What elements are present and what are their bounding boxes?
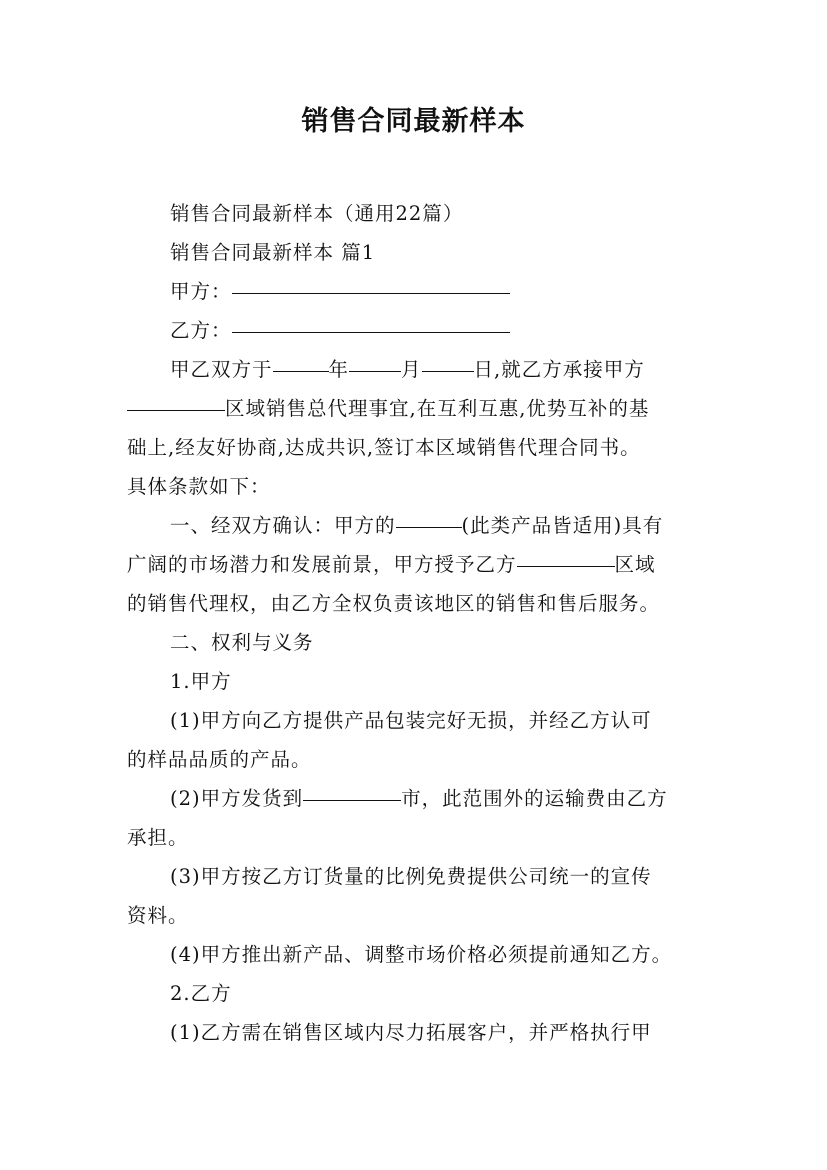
paragraph-line: (1)甲方向乙方提供产品包装完好无损，并经乙方认可 bbox=[170, 709, 652, 732]
section-heading: 二、权利与义务 bbox=[170, 631, 314, 654]
party-b-blank bbox=[232, 308, 510, 333]
paragraph-line bbox=[127, 506, 711, 545]
paragraph-line: (3)甲方按乙方订货量的比例免费提供公司统一的宣传 bbox=[170, 865, 652, 888]
subtitle-line: 销售合同最新样本（通用22篇） bbox=[170, 202, 464, 225]
paragraph-line: 具体条款如下： bbox=[127, 475, 271, 498]
text-segment: 一、经双方确认：甲方的 bbox=[170, 514, 396, 537]
text-segment: 广阔的市场潜力和发展前景，甲方授予乙方 bbox=[127, 553, 517, 576]
text-segment: (2)甲方发货到 bbox=[170, 787, 304, 810]
paragraph-line: 础上,经友好协商,达成共识,签订本区域销售代理合同书。 bbox=[127, 436, 641, 459]
paragraph-line bbox=[127, 389, 711, 428]
paragraph-line bbox=[127, 545, 711, 584]
paragraph-line bbox=[127, 779, 711, 818]
section-heading: 销售合同最新样本 篇1 bbox=[170, 241, 376, 264]
text-segment: 区域销售总代理事宜,在互利互惠,优势互补的基 bbox=[225, 397, 650, 420]
party-a-blank bbox=[232, 269, 510, 294]
document-title: 销售合同最新样本 bbox=[301, 106, 526, 137]
subsection-heading: 1.甲方 bbox=[170, 670, 232, 693]
paragraph-line: (4)甲方推出新产品、调整市场价格必须提前通知乙方。 bbox=[170, 943, 673, 966]
text-segment: (此类产品皆适用)具有 bbox=[461, 514, 664, 537]
paragraph-line: 的样品品质的产品。 bbox=[127, 748, 312, 771]
party-b-line bbox=[127, 311, 711, 350]
paragraph-line: 的销售代理权，由乙方全权负责该地区的销售和售后服务。 bbox=[127, 592, 661, 615]
party-b-label: 乙方： bbox=[170, 319, 232, 342]
text-segment: 日,就乙方承接甲方 bbox=[473, 358, 645, 381]
party-a-label: 甲方： bbox=[170, 280, 232, 303]
area-blank bbox=[517, 542, 615, 567]
text-segment: 区域 bbox=[614, 553, 656, 576]
text-segment: 月 bbox=[401, 358, 422, 381]
paragraph-line: 承担。 bbox=[127, 826, 189, 849]
text-segment: 年 bbox=[328, 358, 350, 381]
paragraph-line: 资料。 bbox=[127, 904, 189, 927]
product-blank bbox=[396, 503, 462, 528]
year-blank bbox=[273, 347, 329, 372]
region-blank bbox=[127, 386, 225, 411]
text-segment: 市，此范围外的运输费由乙方 bbox=[401, 787, 668, 810]
paragraph-line: (1)乙方需在销售区域内尽力拓展客户，并严格执行甲 bbox=[170, 1021, 652, 1044]
document-body bbox=[127, 194, 711, 1052]
month-blank bbox=[349, 347, 401, 372]
city-blank bbox=[303, 776, 401, 801]
day-blank bbox=[422, 347, 474, 372]
subsection-heading: 2.乙方 bbox=[170, 982, 232, 1005]
party-a-line bbox=[127, 272, 711, 311]
paragraph-line bbox=[127, 350, 711, 389]
text-segment: 甲乙双方于 bbox=[170, 358, 273, 381]
